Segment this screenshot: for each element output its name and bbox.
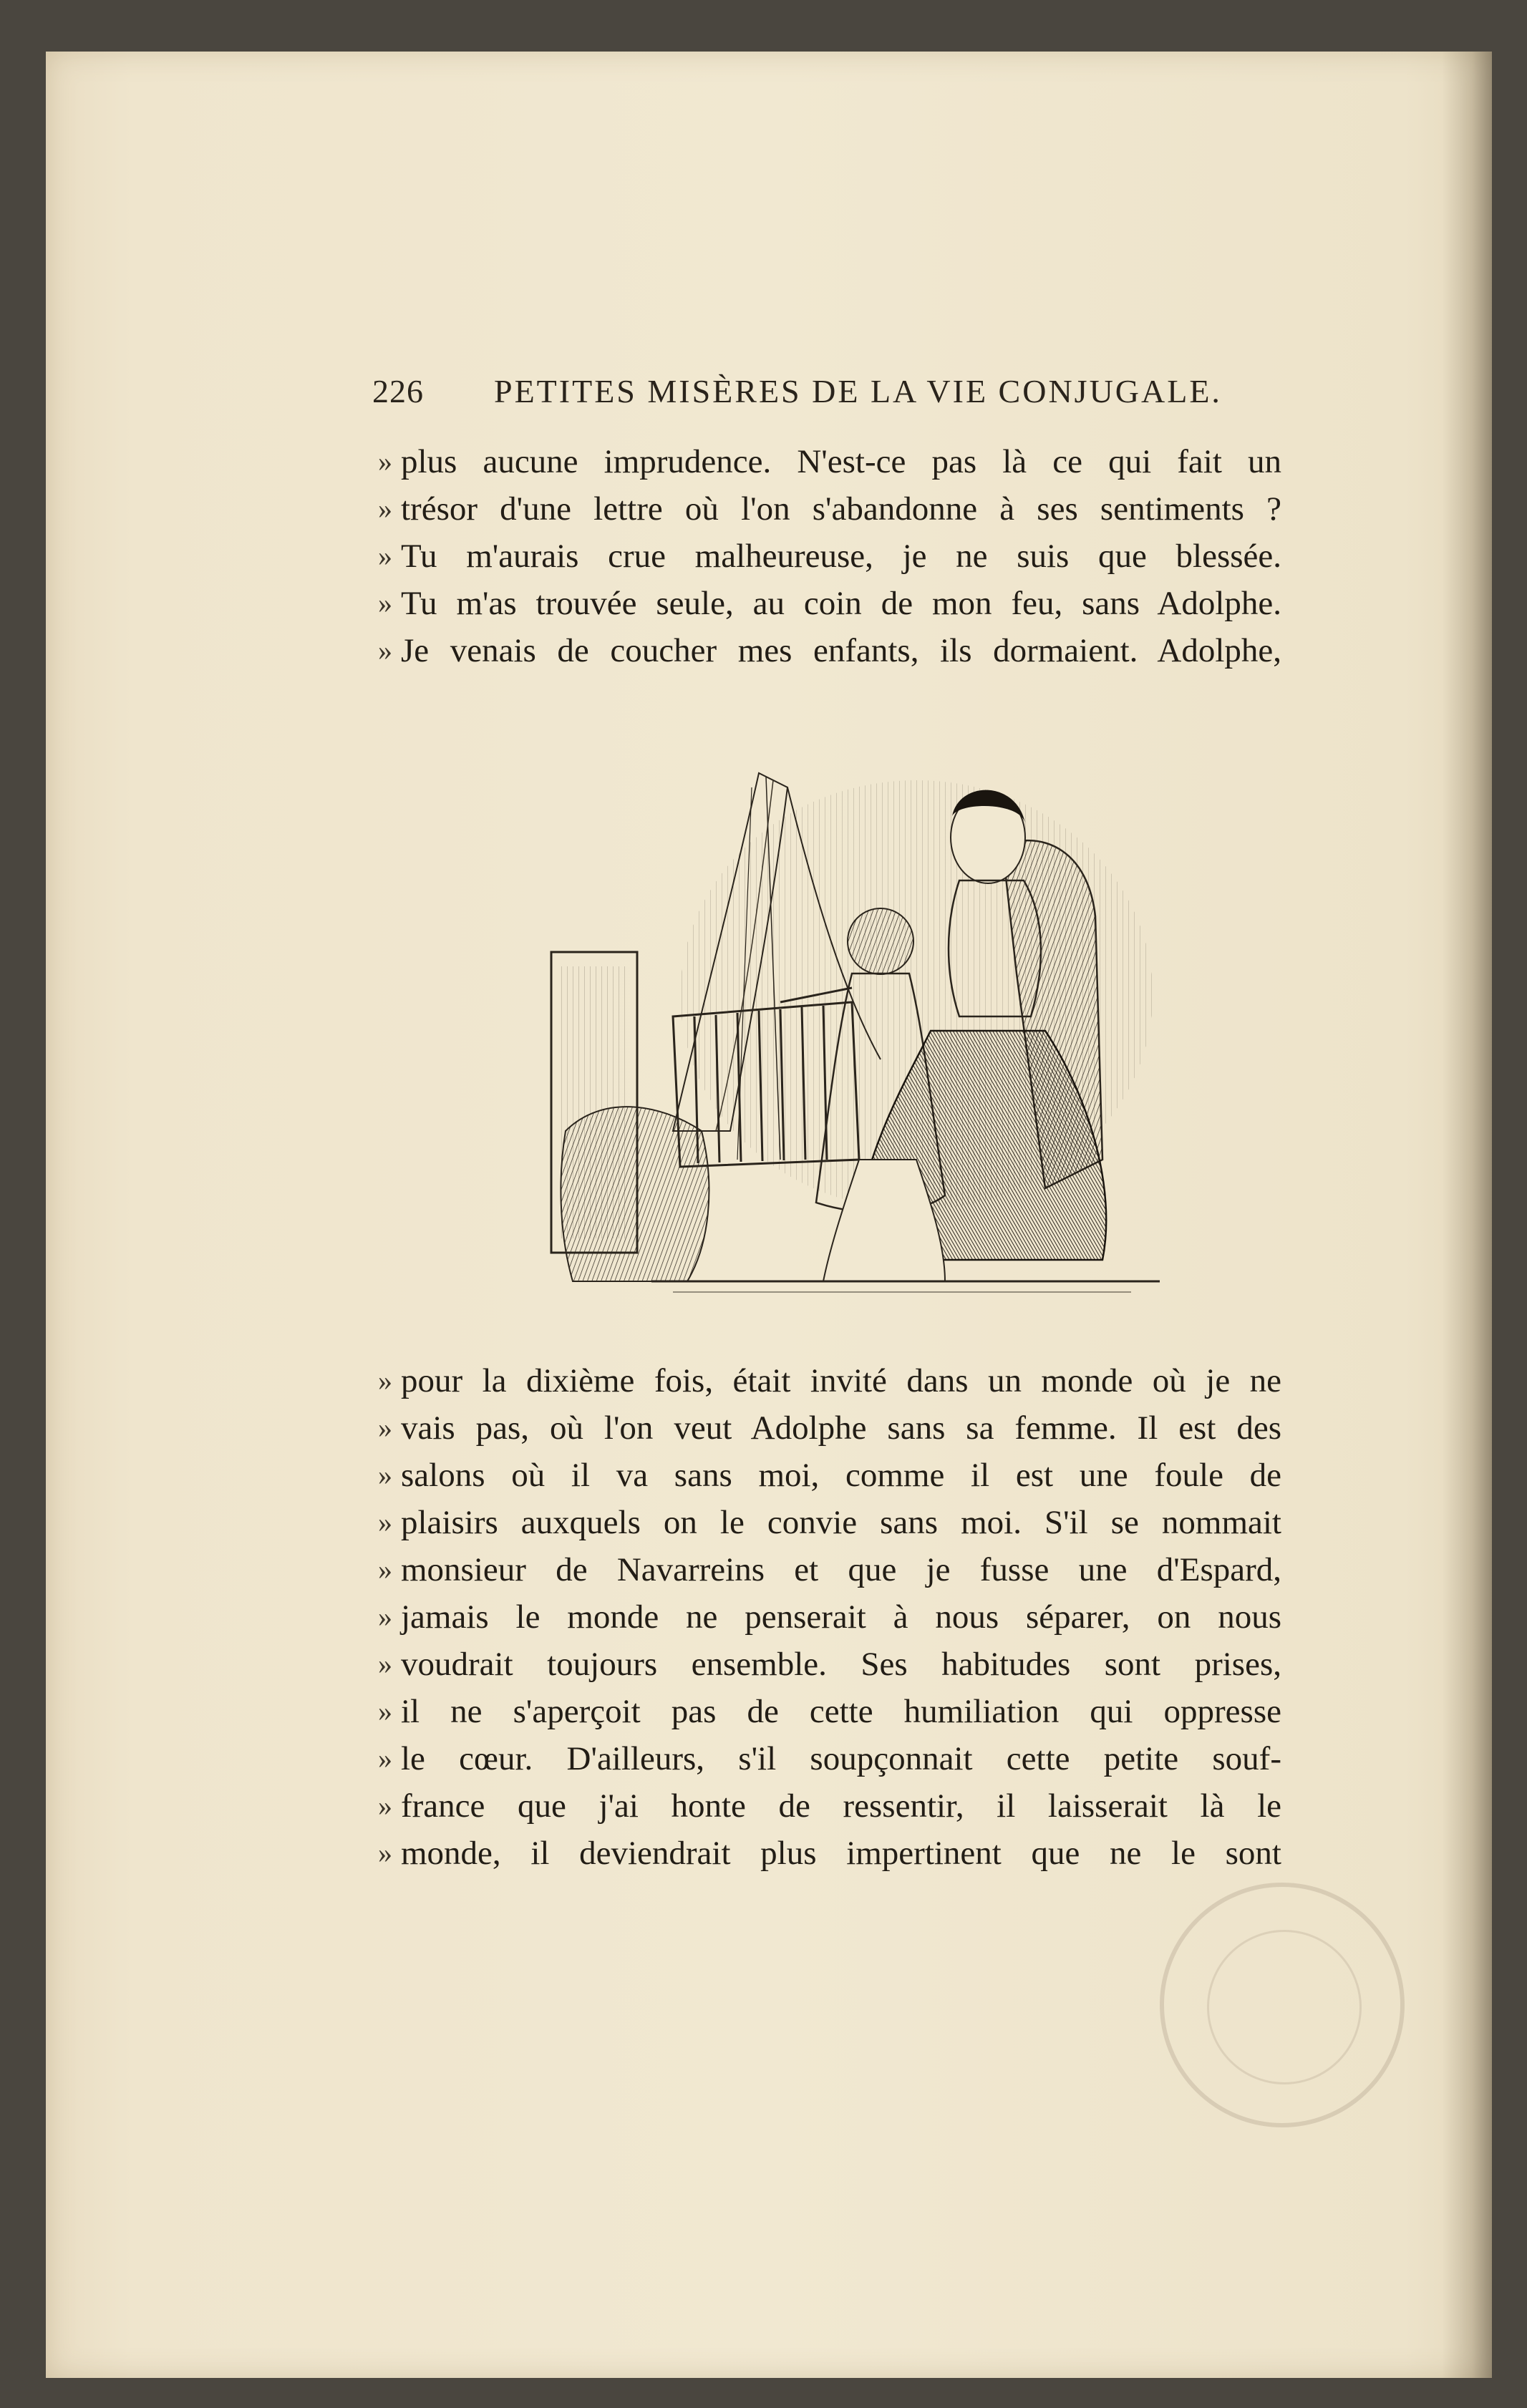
running-title: PETITES MISÈRES DE LA VIE CONJUGALE. bbox=[494, 373, 1222, 409]
text-line: » voudrait toujours ensemble. Ses habitudes sont prises, bbox=[378, 1646, 1281, 1683]
text-line: » monsieur de Navarreins et que je fusse une d'Espard, bbox=[378, 1551, 1281, 1588]
text-line: » france que j'ai honte de ressentir, il laisserait là le bbox=[378, 1787, 1281, 1825]
text-line: » salons où il va sans moi, comme il est une foule de bbox=[378, 1457, 1281, 1494]
page-spine-shadow bbox=[1442, 52, 1492, 2378]
running-header bbox=[372, 372, 1289, 415]
text-line: » Tu m'aurais crue malheureuse, je ne suis que blessée. bbox=[378, 538, 1281, 575]
library-stamp bbox=[1160, 1883, 1405, 2127]
text-line: » trésor d'une lettre où l'on s'abandonne à ses sentiments ? bbox=[378, 490, 1281, 528]
text-line: » monde, il deviendrait plus impertinent que ne le sont bbox=[378, 1835, 1281, 1872]
text-line: » il ne s'aperçoit pas de cette humiliation qui oppresse bbox=[378, 1693, 1281, 1730]
text-block-bottom bbox=[378, 1357, 1281, 1877]
text-line: » Tu m'as trouvée seule, au coin de mon feu, sans Adolphe. bbox=[378, 585, 1281, 622]
engraving-illustration bbox=[544, 759, 1188, 1310]
page-number: 226 bbox=[372, 373, 424, 409]
text-block-top bbox=[378, 438, 1281, 674]
text-line: » le cœur. D'ailleurs, s'il soupçonnait cette petite souf- bbox=[378, 1740, 1281, 1777]
text-line: » pour la dixième fois, était invité dans un monde où je ne bbox=[378, 1362, 1281, 1399]
text-line: » Je venais de coucher mes enfants, ils dormaient. Adolphe, bbox=[378, 632, 1281, 669]
text-line: » jamais le monde ne penserait à nous séparer, on nous bbox=[378, 1598, 1281, 1636]
text-line: » vais pas, où l'on veut Adolphe sans sa femme. Il est des bbox=[378, 1409, 1281, 1447]
text-line: » plus aucune imprudence. N'est-ce pas là ce qui fait un bbox=[378, 443, 1281, 480]
text-line: » plaisirs auxquels on le convie sans moi. S'il se nommait bbox=[378, 1504, 1281, 1541]
